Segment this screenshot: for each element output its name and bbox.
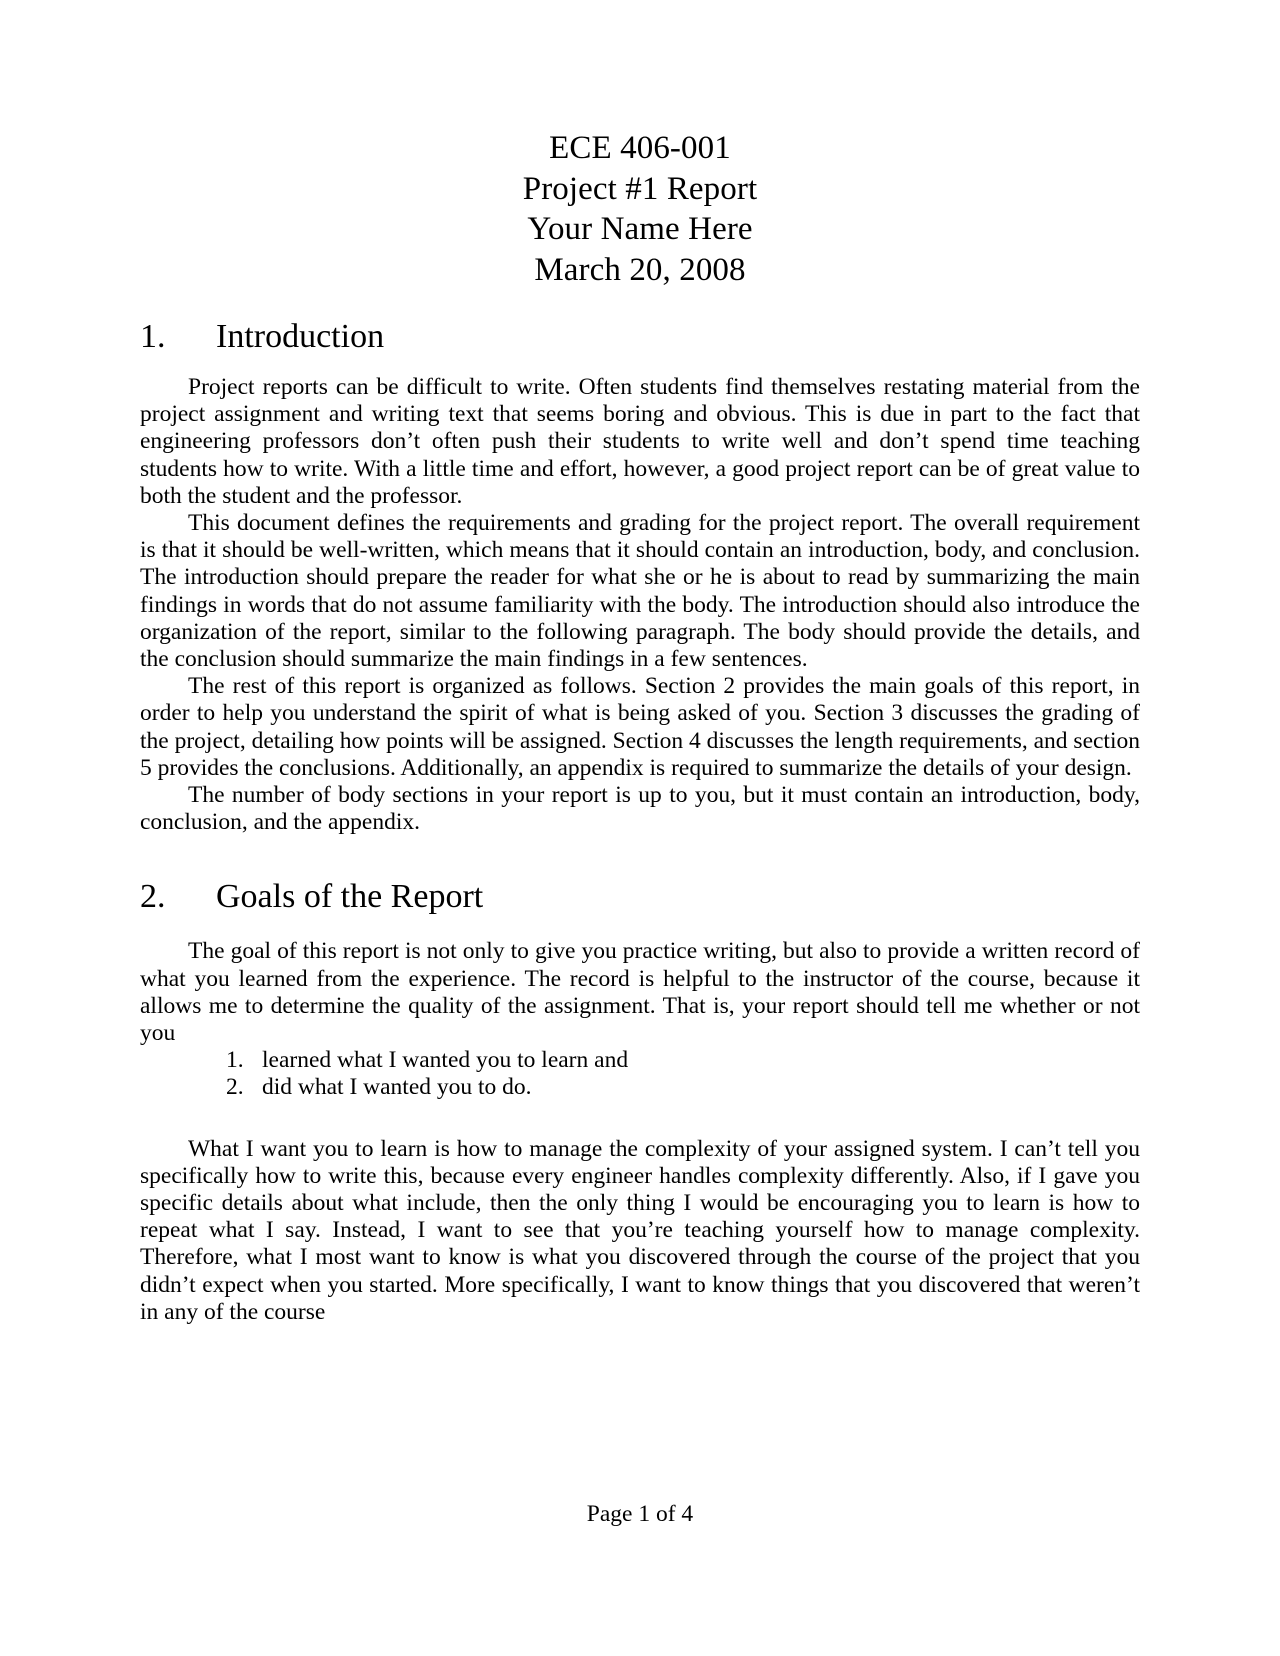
title-line-date: March 20, 2008 — [534, 251, 746, 288]
section-heading-introduction — [140, 316, 1140, 358]
section-title: Introduction — [216, 318, 385, 355]
section-title: Goals of the Report — [216, 878, 484, 916]
list-item-label: learned what I wanted you to learn and — [262, 1047, 629, 1074]
paragraph-intro-4: The number of body sections in your report is up to you, but it must contain an introduction, body, conclusion, and the appendix. — [140, 782, 1140, 836]
title-line-author: Your Name Here — [527, 211, 753, 247]
title-line-course: ECE 406-001 — [549, 130, 731, 166]
title-line-report: Project #1 Report — [522, 170, 758, 207]
paragraph-intro-2: This document defines the requirements and grading for the project report. The overall requirement is that it should be well-written, which means that it should contain an introduction, body, and conclusion. The introduction should prepare the reader for what she or he is about to read by summarizing the main findings in words that do not assume familiarity with the body. The introduction should also introduce the organization of the report, similar to the following paragraph. The body should provide the details, and the conclusion should summarize the main findings in a few sentences. — [140, 510, 1140, 673]
list-item-number: 2. — [226, 1074, 244, 1101]
list-item-label: did what I wanted you to do. — [262, 1074, 532, 1101]
list-item — [226, 1074, 1140, 1101]
section-heading-goals — [140, 876, 1140, 918]
section-number: 2. — [140, 878, 166, 916]
paragraph-intro-1: Project reports can be difficult to write. Often students find themselves restating material from the project assignment and writing text that seems boring and obvious. This is due in part to the fact that engineering professors don’t often push their students to write well and don’t spend time teaching students how to write. With a little time and effort, however, a good project report can be of great value to both the student and the professor. — [140, 374, 1140, 509]
paragraph-goals-intro: The goal of this report is not only to give you practice writing, but also to provide a written record of what you learned from the experience. The record is helpful to the instructor of the course, because it allows me to determine the quality of the assignment. That is, your report should tell me whether or not you — [140, 938, 1140, 1047]
goals-ordered-list — [140, 1047, 1140, 1101]
paragraph-spacer — [140, 1102, 1140, 1136]
title-block — [140, 128, 1140, 290]
paragraph-intro-3: The rest of this report is organized as follows. Section 2 provides the main goals of this report, in order to help you understand the spirit of what is being asked of you. Section 3 discusses the grading of the project, detailing how points will be assigned. Section 4 discusses the length requirements, and section 5 provides the conclusions. Additionally, an appendix is required to summarize the details of your design. — [140, 673, 1140, 781]
list-item-number: 1. — [226, 1047, 244, 1074]
list-item — [226, 1047, 1140, 1074]
section-number: 1. — [140, 318, 166, 355]
paragraph-goals-complexity: What I want you to learn is how to manage the complexity of your assigned system. I can’t tell you specifically how to write this, because every engineer handles complexity differently. Also, if I gave you specific details about what include, then the only thing I would be encouraging you to learn is how to repeat what I say. Instead, I want to see that you’re teaching yourself how to manage complexity. Therefore, what I most want to know is what you discovered through the course of the project that you didn’t expect when you started. More specifically, I want to know things that you discovered that weren’t in any of the course — [140, 1135, 1140, 1325]
page-footer: Page 1 of 4 — [586, 1501, 694, 1527]
